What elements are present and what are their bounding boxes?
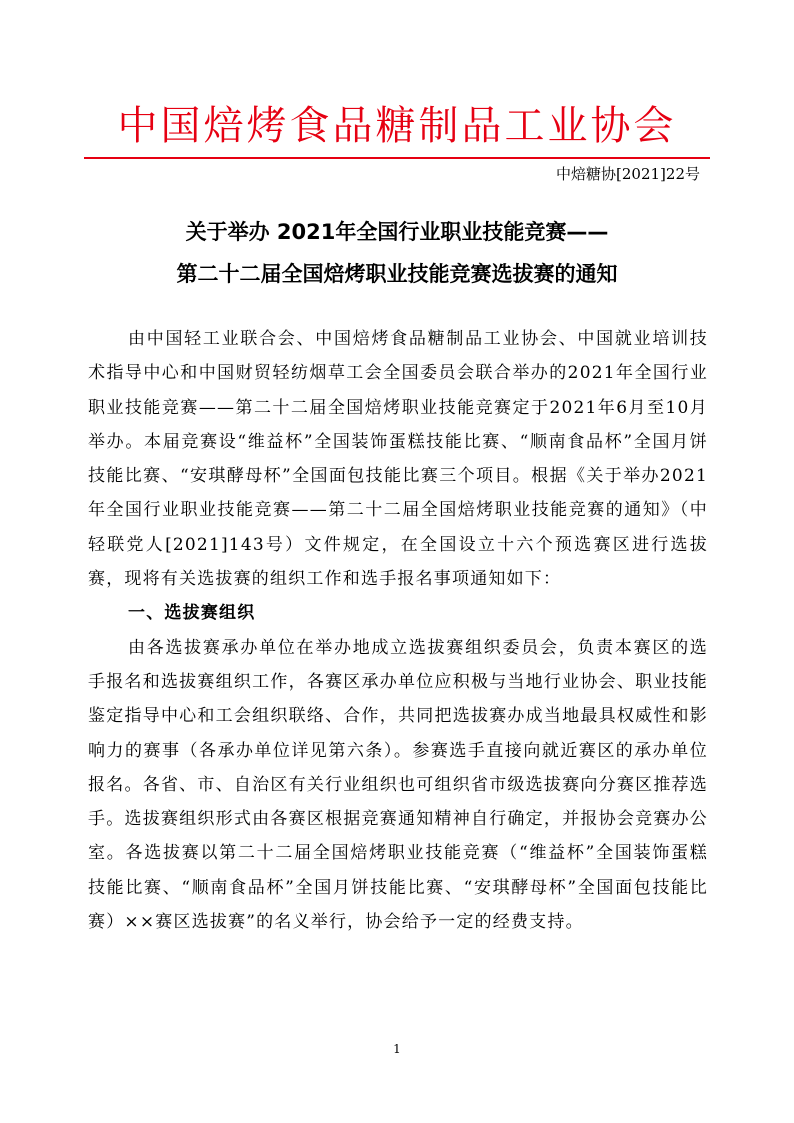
intro-paragraph: 由中国轻工业联合会、中国焙烤食品糖制品工业协会、中国就业培训技术指导中心和中国财贸轻纺烟草工会全国委员会联合举办的2021年全国行业职业技能竞赛——第二十二届全国焙烤职业技能竞赛定于2021年6月至10月举办。本届竞赛设“维益杯”全国装饰蛋糕技能比赛、“顺南食品杯”全国月饼技能比赛、“安琪酵母杯”全国面包技能比赛三个项目。根据《关于举办2021年全国行业职业技能竞赛——第二十二届全国焙烤职业技能竞赛的通知》（中轻联党人[2021]143号）文件规定，在全国设立十六个预选赛区进行选拔赛，现将有关选拔赛的组织工作和选手报名事项通知如下： bbox=[88, 329, 708, 590]
document-number: 中焙糖协[2021]22号 bbox=[556, 165, 700, 183]
header-red-rule bbox=[84, 157, 710, 159]
page-number: 1 bbox=[393, 1042, 401, 1056]
title-line-2: 第二十二届全国焙烤职业技能竞赛选拔赛的通知 bbox=[176, 262, 618, 286]
section-1-paragraph: 由各选拔赛承办单位在举办地成立选拔赛组织委员会，负责本赛区的选手报名和选拔赛组织工作，各赛区承办单位应积极与当地行业协会、职业技能鉴定指导中心和工会组织联络、合作，共同把选拔赛办成当地最具权威性和影响力的赛事（各承办单位详见第六条）。参赛选手直接向就近赛区的承办单位报名。各省、市、自治区有关行业组织也可组织省市级选拔赛向分赛区推荐选手。选拔赛组织形式由各赛区根据竞赛通知精神自行确定，并报协会竞赛办公室。各选拔赛以第二十二届全国焙烤职业技能竞赛（“维益杯”全国装饰蛋糕技能比赛、“顺南食品杯”全国月饼技能比赛、“安琪酵母杯”全国面包技能比赛）××赛区选拔赛”的名义举行，协会给予一定的经费支持。 bbox=[88, 637, 708, 933]
organization-header: 中国焙烤食品糖制品工业协会 bbox=[117, 103, 677, 149]
title-line-1: 关于举办 2021年全国行业职业技能竞赛—— bbox=[185, 220, 609, 244]
section-1-heading: 一、选拔赛组织 bbox=[128, 603, 256, 624]
document-body bbox=[88, 322, 708, 939]
